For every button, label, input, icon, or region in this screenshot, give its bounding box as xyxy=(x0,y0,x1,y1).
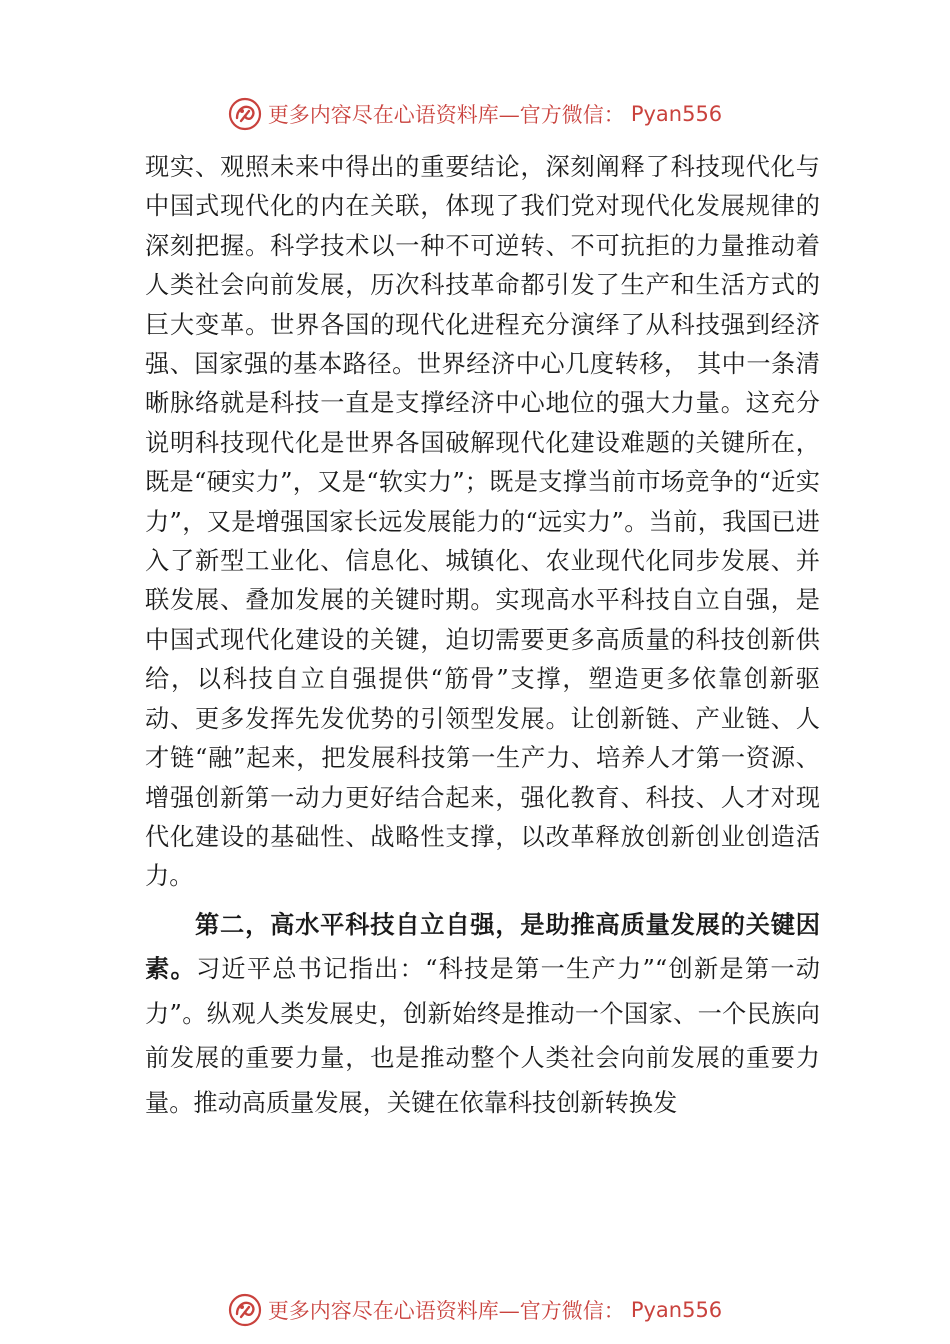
body-paragraph-2 xyxy=(145,903,820,1126)
watermark-wechat-id: Pyan556 xyxy=(630,1298,723,1322)
brain-heart-logo-icon xyxy=(228,97,262,131)
document-body xyxy=(145,148,820,1125)
header-watermark xyxy=(0,94,950,134)
footer-watermark xyxy=(0,1290,950,1330)
body-paragraph-1: 现实、观照未来中得出的重要结论，深刻阐释了科技现代化与中国式现代化的内在关联，体现了我们党对现代化发展规律的深刻把握。科学技术以一种不可逆转、不可抗拒的力量推动着人类社会向前发展，历次科技革命都引发了生产和生活方式的巨大变革。世界各国的现代化进程充分演绎了从科技强到经济强、国家强的基本路径。世界经济中心几度转移， 其中一条清晰脉络就是科技一直是支撑经济中心地位的强大力量。这充分说明科技现代化是世界各国破解现代化建设难题的关键所在，既是“硬实力”，又是“软实力”；既是支撑当前市场竞争的“近实力”，又是增强国家长远发展能力的“远实力”。当前，我国已进入了新型工业化、信息化、城镇化、农业现代化同步发展、并联发展、叠加发展的关键时期。实现高水平科技自立自强，是中国式现代化建设的关键，迫切需要更多高质量的科技创新供给，以科技自立自强提供“筋骨”支撑，塑造更多依靠创新驱动、更多发挥先发优势的引领型发展。让创新链、产业链、人才链“融”起来，把发展科技第一生产力、培养人才第一资源、增强创新第一动力更好结合起来，强化教育、科技、人才对现代化建设的基础性、战略性支撑，以改革释放创新创业创造活力。 xyxy=(145,153,820,891)
brain-heart-logo-icon xyxy=(228,1293,262,1327)
paragraph-2-lead-heading: 第二，高水平科技自立自强，是助推高质量发展的关键因素。 xyxy=(145,910,820,984)
watermark-wechat-id: Pyan556 xyxy=(630,102,723,126)
paragraph-2-text: 习近平总书记指出：“科技是第一生产力”“创新是第一动力”。纵观人类发展史，创新始终是推动一个国家、一个民族向前发展的重要力量，也是推动整个人类社会向前发展的重要力量。推动高质量发展，关键在依靠科技创新转换发 xyxy=(145,955,820,1117)
watermark-text: 更多内容尽在心语资料库—官方微信： xyxy=(267,1299,625,1323)
watermark-text: 更多内容尽在心语资料库—官方微信： xyxy=(267,103,625,127)
